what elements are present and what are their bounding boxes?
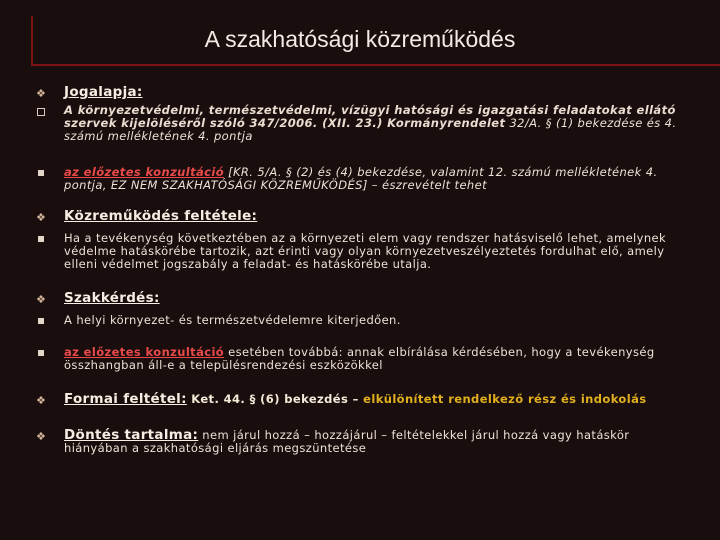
heading-feltetele: Közreműködés feltétele: (64, 208, 258, 224)
slide-title: A szakhatósági közreműködés (204, 26, 516, 52)
heading-formai-feltetel: Formai feltétel: (64, 391, 187, 407)
law-detail: 32/A. § (1) bekezdése és 4. számú mellékletének 4. pontja (64, 116, 677, 143)
diamond-bullet-icon: ❖ (36, 293, 46, 306)
heading-jogalapja: Jogalapja: (64, 84, 143, 100)
hollow-square-bullet-icon (36, 104, 50, 120)
feltetele-text: Ha a tevékenység következtében az a környezeti elem vagy rendszer hatásviselő lehet, amelynek védelme hatáskörébe tartozik, azt érinti vagy olyan környezetveszélyeztetés fordulhat elő, amely elleni védelmet jogszabály a feladat- és hatáskörébe utalja. (64, 231, 667, 271)
konzultacio-detail: esetében továbbá: annak elbírálása kérdésében, hogy a tevékenység összhangban áll-e a településrendezési eszközökkel (64, 345, 655, 372)
diamond-bullet-icon: ❖ (36, 394, 46, 407)
diamond-bullet-icon: ❖ (36, 87, 46, 100)
konzultacio-detail: [KR. 5/A. § (2) és (4) bekezdése, valamint 12. számú mellékletének 4. pontja, EZ NEM SZAKHATÓSÁGI KÖZREMŰKÖDÉS] – észrevételt tehet (64, 165, 658, 192)
square-bullet-icon (36, 166, 50, 182)
square-bullet-icon (36, 232, 50, 248)
heading-szakkerdes: Szakkérdés: (64, 290, 160, 306)
square-bullet-icon (36, 346, 50, 362)
highlight-elozetes-konzultacio: az előzetes konzultáció (64, 345, 225, 359)
heading-dontes-tartalma: Döntés tartalma: (64, 427, 199, 443)
highlight-elozetes-konzultacio: az előzetes konzultáció (64, 165, 225, 179)
formai-highlight: elkülönített rendelkező rész és indokolás (363, 392, 647, 406)
szakkerdes-text: A helyi környezet- és természetvédelemre kiterjedően. (64, 313, 401, 327)
frame-horizontal-line (31, 64, 720, 66)
law-reference: A környezetvédelmi, természetvédelmi, vízügyi hatósági és igazgatási feladatokat ellátó szervek kijelöléséről szóló 347/2006. (XII. 23.) Kormányrendelet (64, 103, 676, 130)
diamond-bullet-icon: ❖ (36, 430, 46, 443)
diamond-bullet-icon: ❖ (36, 211, 46, 224)
formai-reference: Ket. 44. § (6) bekezdés – (186, 392, 364, 406)
dontes-text: nem járul hozzá – hozzájárul – feltételekkel járul hozzá vagy hatáskör hiányában a szakhatósági eljárás megszüntetése (64, 428, 630, 455)
square-bullet-icon (36, 314, 50, 330)
